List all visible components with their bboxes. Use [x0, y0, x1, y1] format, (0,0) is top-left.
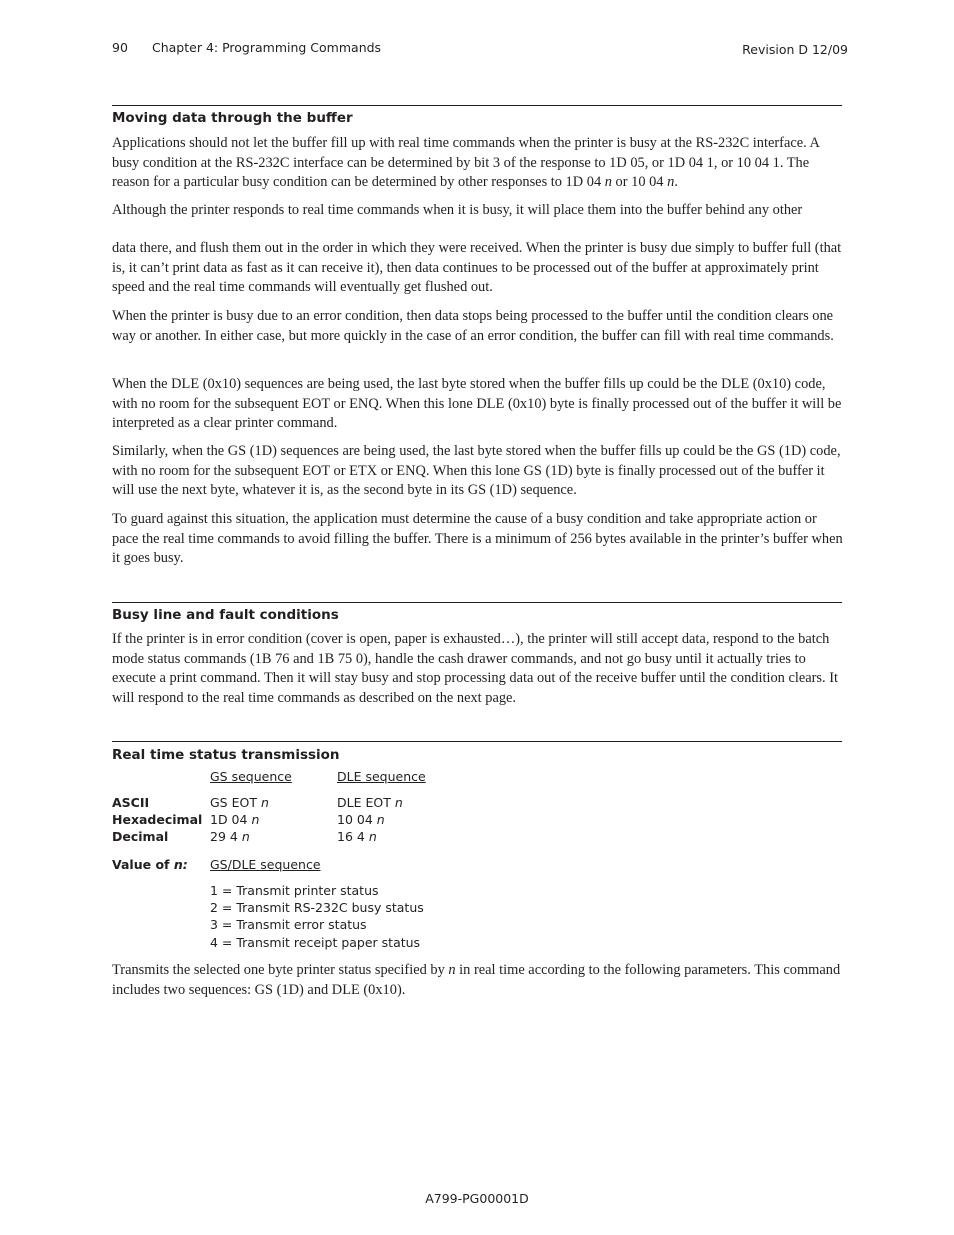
section-heading-buffer: Moving data through the buffer — [112, 110, 353, 126]
row-label-decimal: Decimal — [112, 829, 169, 845]
section-divider — [112, 602, 842, 603]
list-item: 3 = Transmit error status — [210, 917, 367, 933]
gs-ascii: GS EOT n — [210, 795, 269, 810]
document-number: A799-PG00001D — [425, 1191, 529, 1206]
paragraph: To guard against this situation, the application must determine the cause of a busy condition and take appropriate action or pace the real time commands to avoid filling the buffer. There is a minimum of 256 bytes available in the printer’s buffer when it goes busy. — [112, 511, 843, 566]
paragraph: Applications should not let the buffer fill up with real time commands when the printer is busy at the RS-232C interface. A busy condition at the RS-232C interface can be determined by bit 3 of the response to 1D 05, or 1D 04 1, or 10 04 1. The reason for a particular busy condition can be determined by other responses to 1D 04 n or 10 04 n. — [112, 135, 820, 190]
gs-decimal: 29 4 n — [210, 829, 250, 845]
paragraph: When the DLE (0x10) sequences are being used, the last byte stored when the buffer fills up could be the DLE (0x10) code, with no room for the subsequent EOT or ENQ. When this lone DLE (0x10) byte is finally processed out of the buffer it will be interpreted as a clear printer command. — [112, 376, 842, 431]
chapter-title: Chapter 4: Programming Commands — [152, 40, 382, 55]
revision-label: Revision D 12/09 — [742, 42, 848, 57]
section-divider — [112, 105, 842, 106]
list-item: 2 = Transmit RS-232C busy status — [210, 900, 424, 916]
paragraph: data there, and flush them out in the order in which they were received. When the printer is busy due simply to buffer full (that is, it can’t print data as fast as it can receive it), then data continues to be processed out of the buffer at approximately print speed and the real time commands will eventually get flushed out. — [112, 240, 842, 295]
value-of-n-label: Value of n: — [112, 857, 188, 872]
paragraph: Transmits the selected one byte printer status specified by n in real time according to the following parameters. This command includes two sequences: GS (1D) and DLE (0x10). — [112, 962, 841, 998]
gs-values — [210, 794, 269, 846]
list-item: 1 = Transmit printer status — [210, 883, 379, 898]
column-header-dle: DLE sequence — [337, 769, 426, 784]
gs-hex: 1D 04 n — [210, 812, 260, 828]
row-label-hexadecimal: Hexadecimal — [112, 812, 203, 828]
value-list — [210, 882, 424, 951]
row-label-ascii: ASCII — [112, 795, 150, 810]
dle-values — [337, 794, 403, 846]
dle-ascii: DLE EOT n — [337, 795, 403, 810]
paragraph: Although the printer responds to real time commands when it is busy, it will place them into the buffer behind any other — [112, 202, 803, 218]
paragraph: If the printer is in error condition (cover is open, paper is exhausted…), the printer will still accept data, respond to the batch mode status commands (1B 76 and 1B 75 0), handle the cash drawer commands, and not go busy until it actually tries to execute a print command. Then it will stay busy and stop processing data out of the receive buffer until the condition clears. It will respond to the real time commands as described on the next page. — [112, 631, 838, 706]
dle-hex: 10 04 n — [337, 812, 385, 828]
section-heading-real-time-status: Real time status transmission — [112, 747, 340, 763]
section-heading-busy-line: Busy line and fault conditions — [112, 607, 339, 623]
dle-decimal: 16 4 n — [337, 829, 377, 845]
paragraph: Similarly, when the GS (1D) sequences are being used, the last byte stored when the buffer fills up could be the GS (1D) code, with no room for the subsequent EOT or ETX or ENQ. When this lone GS (1D) byte is finally processed out of the buffer it will use the next byte, whatever it is, as the second byte in its GS (1D) sequence. — [112, 443, 841, 498]
table-labels — [112, 794, 202, 846]
list-item: 4 = Transmit receipt paper status — [210, 934, 421, 950]
section-divider — [112, 741, 842, 742]
column-header-gs: GS sequence — [210, 769, 292, 784]
column-header-gs-dle: GS/DLE sequence — [210, 857, 321, 872]
page-number: 90 — [112, 40, 128, 55]
paragraph: When the printer is busy due to an error condition, then data stops being processed to the buffer until the condition clears one way or another. In either case, but more quickly in the case of an error condition, the buffer can fill with real time commands. — [112, 308, 834, 344]
